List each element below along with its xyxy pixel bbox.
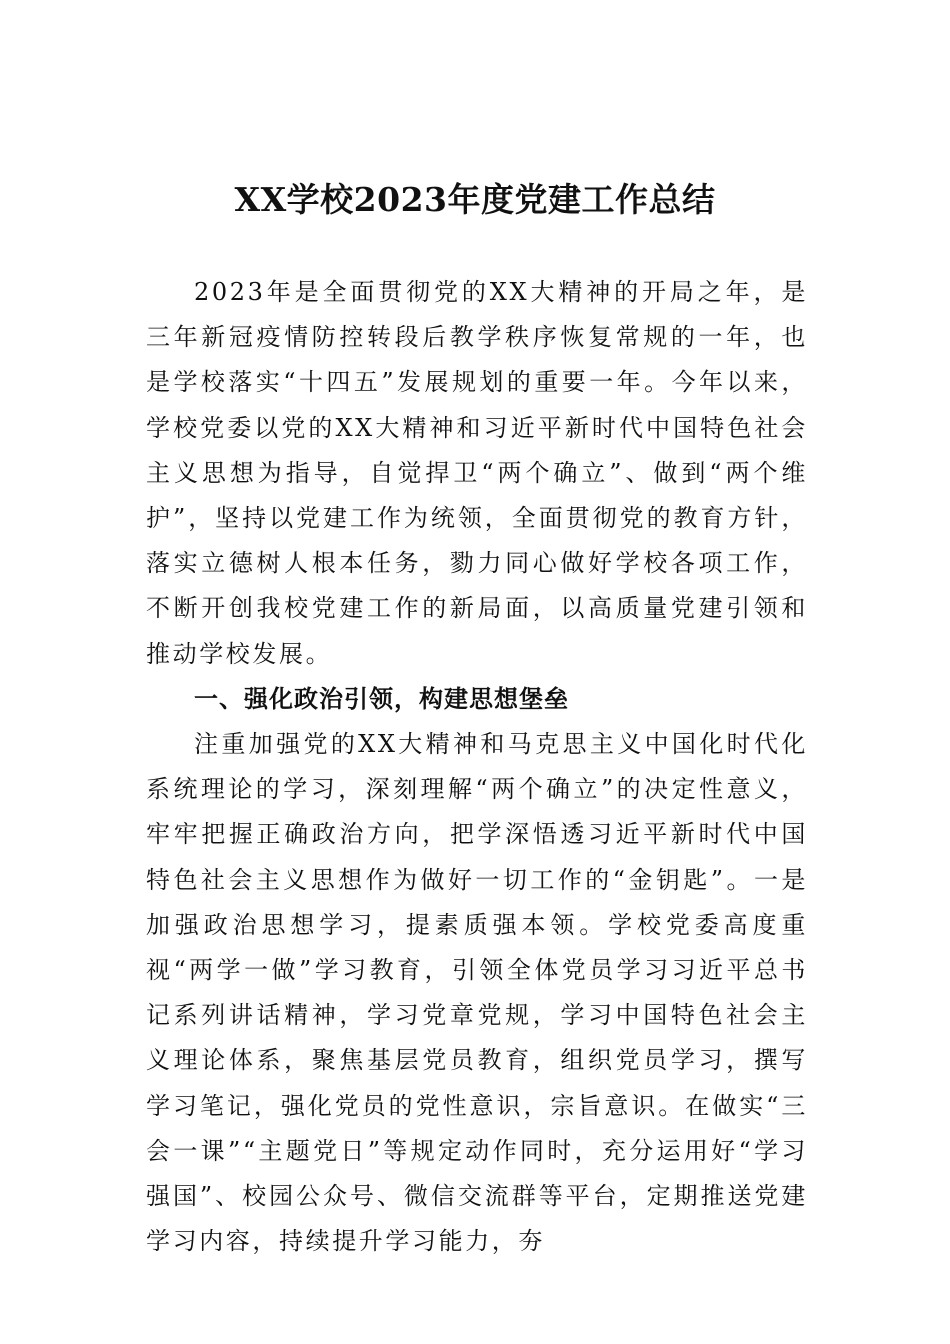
document-title: XX学校2023年度党建工作总结 — [234, 180, 716, 219]
document-body — [146, 270, 808, 1264]
section-paragraph: 注重加强党的XX大精神和马克思主义中国化时代化系统理论的学习，深刻理解“两个确立”的决定性意义，牢牢把握正确政治方向，把学深悟透习近平新时代中国特色社会主义思想作为做好一切工作的“金钥匙”。一是加强政治思想学习，提素质强本领。学校党委高度重视“两学一做”学习教育，引领全体党员学习习近平总书记系列讲话精神，学习党章党规，学习中国特色社会主义理论体系，聚焦基层党员教育，组织党员学习，撰写学习笔记，强化党员的党性意识，宗旨意识。在做实“三会一课”“主题党日”等规定动作同时，充分运用好“学习强国”、校园公众号、微信交流群等平台，定期推送党建学习内容，持续提升学习能力，夯 — [146, 730, 808, 1256]
section-heading: 一、强化政治引领，构建思想堡垒 — [194, 684, 569, 713]
intro-paragraph: 2023年是全面贯彻党的XX大精神的开局之年，是三年新冠疫情防控转段后教学秩序恢复常规的一年，也是学校落实“十四五”发展规划的重要一年。今年以来，学校党委以党的XX大精神和习近平新时代中国特色社会主义思想为指导，自觉捍卫“两个确立”、做到“两个维护”，坚持以党建工作为统领，全面贯彻党的教育方针，落实立德树人根本任务，勠力同心做好学校各项工作，不断开创我校党建工作的新局面，以高质量党建引领和推动学校发展。 — [146, 278, 808, 668]
